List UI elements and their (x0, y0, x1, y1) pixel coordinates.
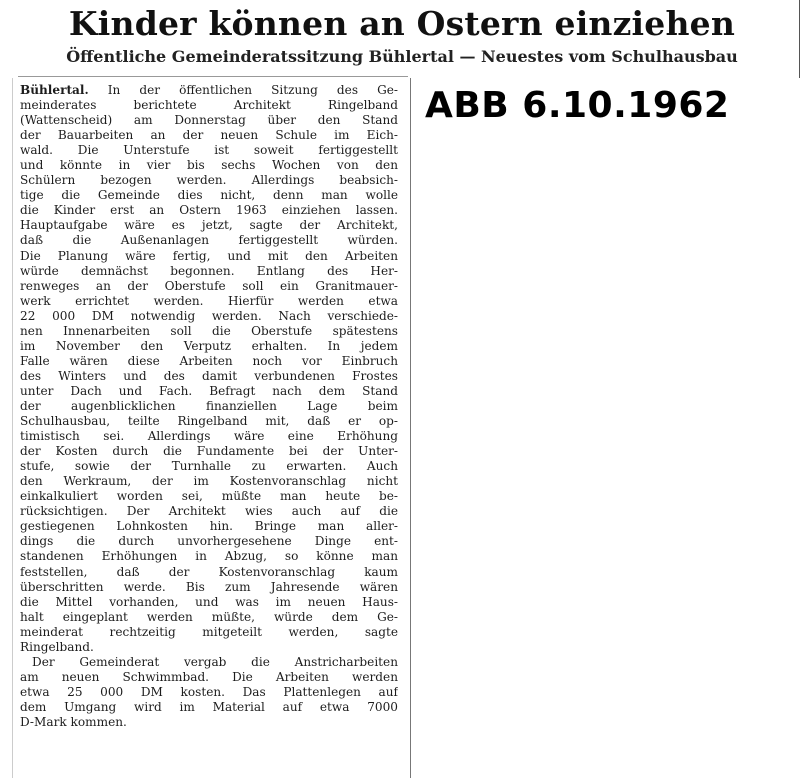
article-line: Ringelband. (20, 639, 94, 654)
article-line: D-Mark kommen. (20, 714, 127, 729)
article-line: Schülern bezogen werden. Allerdings beabsich- (20, 173, 398, 188)
column-divider-right (799, 0, 800, 78)
article-line: die Kinder erst an Ostern 1963 einziehen lassen. (20, 203, 398, 218)
article-line: meinderates berichtete Architekt Ringelband (20, 98, 398, 113)
article-line: tige die Gemeinde dies nicht, denn man wolle (20, 188, 398, 203)
article-line: meinderat rechtzeitig mitgeteilt werden, sagte (20, 624, 398, 639)
article-line: einkalkuliert worden sei, müßte man heute be- (20, 489, 398, 504)
article-line: den Werkraum, der im Kostenvoranschlag nicht (20, 474, 398, 489)
article-line: Schulhausbau, teilte Ringelband mit, daß er op- (20, 414, 398, 429)
article-line: werk errichtet werden. Hierfür werden etwa (20, 293, 398, 308)
article-line: der augenblicklichen finanziellen Lage beim (20, 398, 398, 413)
article-line: rücksichtigen. Der Architekt wies auch auf die (20, 504, 398, 519)
subheadline: Öffentliche Gemeinderatssitzung Bühlertal — Neuestes vom Schulhausbau (66, 47, 738, 66)
article-line: im November den Verputz erhalten. In jedem (20, 338, 398, 353)
column-edge (12, 78, 13, 778)
article-line: dings die durch unvorhergesehene Dinge ent- (20, 534, 398, 549)
article-line: und könnte in vier bis sechs Wochen von den (20, 158, 398, 173)
article-line: am neuen Schwimmbad. Die Arbeiten werden (20, 669, 398, 684)
article-line: Hauptaufgabe wäre es jetzt, sagte der Architekt, (20, 218, 398, 233)
article-line: unter Dach und Fach. Befragt nach dem Stand (20, 383, 398, 398)
article-line: nen Innenarbeiten soll die Oberstufe spätestens (20, 323, 398, 338)
archive-stamp: ABB 6.10.1962 (425, 85, 730, 126)
article-line (20, 83, 398, 98)
article-line: etwa 25 000 DM kosten. Das Plattenlegen auf (20, 684, 398, 699)
article-line: dem Umgang wird im Material auf etwa 7000 (20, 699, 398, 714)
article-line: überschritten werde. Bis zum Jahresende wären (20, 579, 398, 594)
article-line: der Bauarbeiten an der neuen Schule im Eich- (20, 128, 398, 143)
article-body (20, 83, 398, 730)
article-line: gestiegenen Lohnkosten hin. Bringe man aller- (20, 519, 398, 534)
article-line: des Winters und des damit verbundenen Frostes (20, 368, 398, 383)
dateline: Bühlertal. (20, 83, 89, 97)
article-line: standenen Erhöhungen in Abzug, so könne man (20, 549, 398, 564)
article-line: der Kosten durch die Fundamente bei der Unter- (20, 444, 398, 459)
article-line: 22 000 DM notwendig werden. Nach verschiede- (20, 308, 398, 323)
header-rule (18, 76, 408, 77)
article-line: Der Gemeinderat vergab die Anstricharbeiten (32, 654, 398, 669)
column-divider (410, 78, 411, 778)
headline: Kinder können an Ostern einziehen (68, 4, 736, 43)
article-line: (Wattenscheid) am Donnerstag über den Stand (20, 113, 398, 128)
article-line: timistisch sei. Allerdings wäre eine Erhöhung (20, 429, 398, 444)
article-line: renweges an der Oberstufe soll ein Granitmauer- (20, 278, 398, 293)
article-line: die Mittel vorhanden, und was im neuen Haus- (20, 594, 398, 609)
article-line: würde demnächst begonnen. Entlang des Her- (20, 263, 398, 278)
article-line-text: In der öffentlichen Sitzung des Ge- (88, 83, 398, 97)
article-line: Falle wären diese Arbeiten noch vor Einbruch (20, 353, 398, 368)
article-line: Die Planung wäre fertig, und mit den Arbeiten (20, 248, 398, 263)
article-line: wald. Die Unterstufe ist soweit fertiggestellt (20, 143, 398, 158)
article-line: halt eingeplant werden müßte, würde dem Ge- (20, 609, 398, 624)
article-line: feststellen, daß der Kostenvoranschlag kaum (20, 564, 398, 579)
article-line: stufe, sowie der Turnhalle zu erwarten. Auch (20, 459, 398, 474)
article-line: daß die Außenanlagen fertiggestellt würden. (20, 233, 398, 248)
